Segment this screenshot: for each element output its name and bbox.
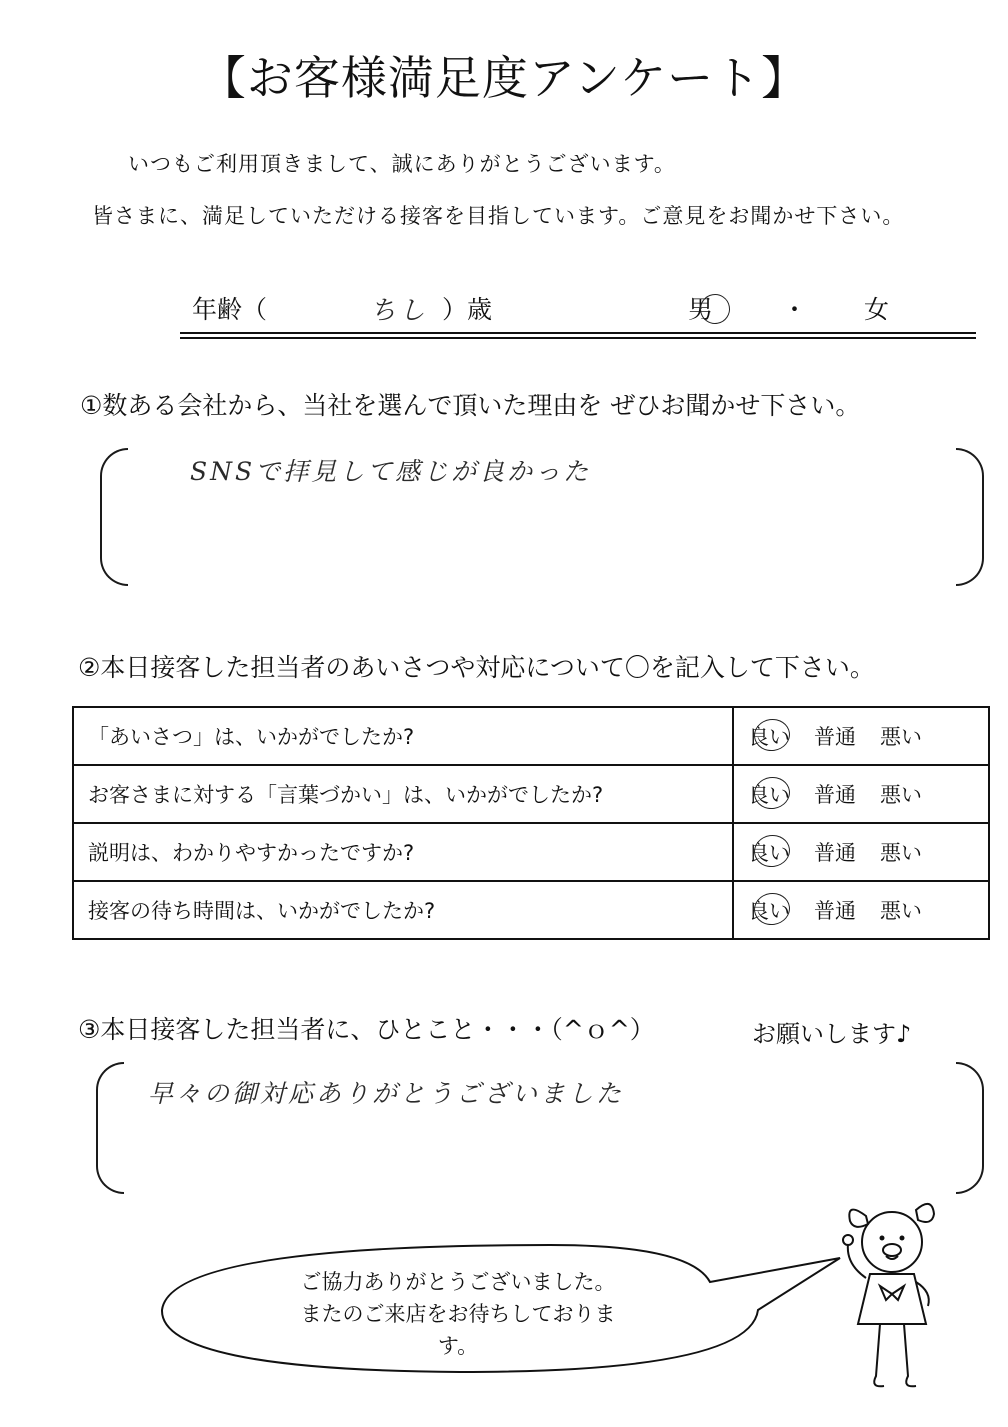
q3-bracket-right bbox=[956, 1062, 984, 1194]
intro-line-2: 皆さまに、満足していただける接客を目指しています。ご意見をお聞かせ下さい。 bbox=[92, 204, 905, 228]
intro-line-1: いつもご利用頂きまして、誠にありがとうございます。 bbox=[128, 152, 676, 176]
rating-options bbox=[733, 707, 989, 765]
rating-question: 接客の待ち時間は、いかがでしたか? bbox=[73, 881, 733, 939]
table-row bbox=[73, 881, 989, 939]
q3-bracket-left bbox=[96, 1062, 124, 1194]
gender-male[interactable]: 男 bbox=[688, 295, 714, 324]
option-good[interactable]: 良い bbox=[748, 721, 790, 751]
table-row bbox=[73, 823, 989, 881]
option-bad[interactable]: 悪い bbox=[880, 899, 922, 923]
closing-line-1: ご協力ありがとうございました。 bbox=[300, 1270, 616, 1294]
rating-question: お客さまに対する「言葉づかい」は、いかがでしたか? bbox=[73, 765, 733, 823]
rating-options bbox=[733, 765, 989, 823]
q3-request: お願いします♪ bbox=[752, 1020, 912, 1048]
option-bad[interactable]: 悪い bbox=[880, 841, 922, 865]
q1-bracket-left bbox=[100, 448, 128, 586]
option-normal[interactable]: 普通 bbox=[814, 841, 856, 865]
age-suffix: ）歳 bbox=[442, 295, 493, 324]
profile-underline-2 bbox=[180, 337, 976, 339]
page-title: 【お客様満足度アンケート】 bbox=[199, 51, 809, 105]
closing-line-2: またのご来店をお待ちしております。 bbox=[300, 1302, 616, 1358]
rating-options bbox=[733, 881, 989, 939]
rating-question: 「あいさつ」は、いかがでしたか? bbox=[73, 707, 733, 765]
q1-answer[interactable]: SNSで拝見して感じが良かった bbox=[190, 457, 592, 486]
option-normal[interactable]: 普通 bbox=[814, 783, 856, 807]
gender-female[interactable]: 女 bbox=[864, 295, 890, 324]
option-bad[interactable]: 悪い bbox=[880, 725, 922, 749]
age-value[interactable]: ちし bbox=[370, 296, 429, 326]
q2-title: ②本日接客した担当者のあいさつや対応について〇を記入して下さい。 bbox=[78, 653, 875, 682]
bear-mascot-icon bbox=[836, 1196, 956, 1396]
rating-table bbox=[72, 706, 990, 940]
option-bad[interactable]: 悪い bbox=[880, 783, 922, 807]
profile-underline bbox=[180, 332, 976, 334]
q1-title: ①数ある会社から、当社を選んで頂いた理由を ぜひお聞かせ下さい。 bbox=[80, 391, 861, 420]
rating-question: 説明は、わかりやすかったですか? bbox=[73, 823, 733, 881]
option-good[interactable]: 良い bbox=[748, 779, 790, 809]
option-good[interactable]: 良い bbox=[748, 837, 790, 867]
rating-options bbox=[733, 823, 989, 881]
profile-row bbox=[180, 286, 976, 338]
table-row bbox=[73, 707, 989, 765]
table-row bbox=[73, 765, 989, 823]
closing-message bbox=[288, 1266, 628, 1362]
q3-answer[interactable]: 早々の御対応ありがとうございました bbox=[148, 1079, 625, 1108]
q1-bracket-right bbox=[956, 448, 984, 586]
q3-title: ③本日接客した担当者に、ひとこと・・・（^ｏ^） bbox=[78, 1015, 655, 1044]
option-normal[interactable]: 普通 bbox=[814, 725, 856, 749]
option-normal[interactable]: 普通 bbox=[814, 899, 856, 923]
option-good[interactable]: 良い bbox=[748, 895, 790, 925]
gender-separator: ・ bbox=[782, 295, 808, 324]
age-label: 年齢（ bbox=[192, 295, 268, 324]
